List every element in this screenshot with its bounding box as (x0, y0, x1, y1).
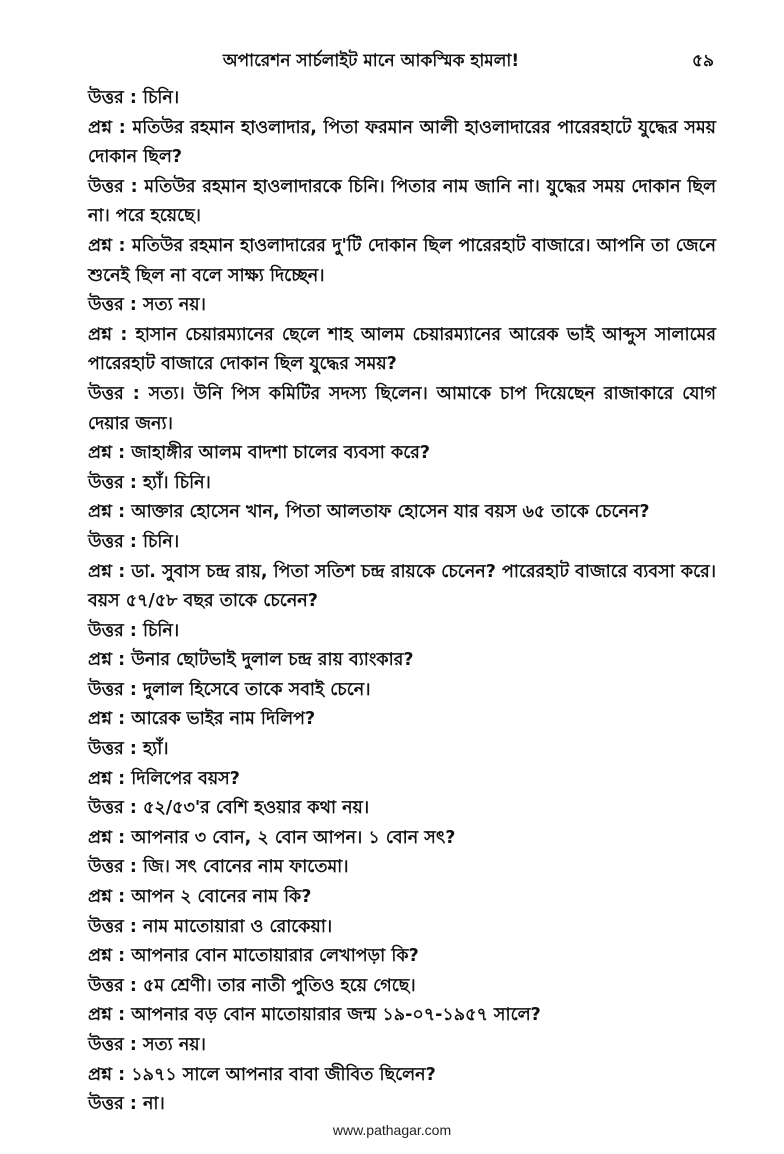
question-paragraph: প্রশ্ন : মতিউর রহমান হাওলাদারের দু'টি দোকান ছিল পারেরহাট বাজারে। আপনি তা জেনে শুনেই ছিল না বলে সাক্ষ্য দিচ্ছেন। (88, 235, 716, 286)
answer-paragraph: উত্তর : দুলাল হিসেবে তাকে সবাই চেনে। (88, 679, 371, 700)
question-paragraph: প্রশ্ন : উনার ছোটভাই দুলাল চন্দ্র রায় ব্যাংকার? (88, 650, 414, 671)
question-paragraph: প্রশ্ন : আপন ২ বোনের নাম কি? (88, 887, 312, 908)
answer-paragraph: উত্তর : জি। সৎ বোনের নাম ফাতেমা। (88, 857, 349, 878)
question-paragraph: প্রশ্ন : আপনার বোন মাতোয়ারার লেখাপড়া কি? (88, 946, 419, 967)
running-title: অপারেশন সার্চলাইট মানে আকস্মিক হামলা! (222, 51, 520, 71)
answer-paragraph: উত্তর : মতিউর রহমান হাওলাদারকে চিনি। পিতার নাম জানি না। যুদ্ধের সময় দোকান ছিল না। পরে হয়েছে। (88, 176, 716, 227)
question-paragraph: প্রশ্ন : মতিউর রহমান হাওলাদার, পিতা ফরমান আলী হাওলাদারের পারেরহাটে যুদ্ধের সময় দোকান ছিল? (88, 117, 716, 168)
answer-paragraph: উত্তর : নাম মাতোয়ারা ও রোকেয়া। (88, 916, 333, 937)
question-paragraph: প্রশ্ন : আক্তার হোসেন খান, পিতা আলতাফ হোসেন যার বয়স ৬৫ তাকে চেনেন? (88, 502, 650, 523)
page-header (88, 46, 714, 76)
answer-paragraph: উত্তর : চিনি। (88, 620, 180, 641)
answer-paragraph: উত্তর : সত্য। উনি পিস কমিটির সদস্য ছিলেন। আমাকে চাপ দিয়েছেন রাজাকারে যোগ দেয়ার জন্য। (88, 383, 716, 434)
question-paragraph: প্রশ্ন : ডা. সুবাস চন্দ্র রায়, পিতা সতিশ চন্দ্র রায়কে চেনেন? পারেরহাট বাজারে ব্যবসা করে। বয়স ৫৭/৫৮ বছর তাকে চেনেন? (88, 561, 716, 612)
question-paragraph: প্রশ্ন : ১৯৭১ সালে আপনার বাবা জীবিত ছিলেন? (88, 1064, 436, 1085)
question-paragraph: প্রশ্ন : আপনার বড় বোন মাতোয়ারার জন্ম ১৯-০৭-১৯৫৭ সালে? (88, 1005, 541, 1026)
interrogation-transcript (88, 84, 716, 1120)
answer-paragraph: উত্তর : না। (88, 1094, 165, 1115)
answer-paragraph: উত্তর : হ্যাঁ। (88, 739, 169, 760)
answer-paragraph: উত্তর : হ্যাঁ। চিনি। (88, 472, 211, 493)
question-paragraph: প্রশ্ন : হাসান চেয়ারম্যানের ছেলে শাহ আলম চেয়ারম্যানের আরেক ভাই আব্দুস সালামের পারেরহাট বাজারে দোকান ছিল যুদ্ধের সময়? (88, 324, 716, 375)
question-paragraph: প্রশ্ন : জাহাঙ্গীর আলম বাদশা চালের ব্যবসা করে? (88, 443, 431, 464)
answer-paragraph: উত্তর : সত্য নয়। (88, 1035, 206, 1055)
question-paragraph: প্রশ্ন : আপনার ৩ বোন, ২ বোন আপন। ১ বোন সৎ? (88, 827, 456, 848)
answer-paragraph: উত্তর : চিনি। (88, 88, 180, 108)
answer-paragraph: উত্তর : সত্য নয়। (88, 295, 206, 316)
question-paragraph: প্রশ্ন : আরেক ভাইর নাম দিলিপ? (88, 709, 316, 730)
page-number: ৫৯ (691, 51, 714, 71)
answer-paragraph: উত্তর : ৫২/৫৩'র বেশি হওয়ার কথা নয়। (88, 798, 370, 819)
answer-paragraph: উত্তর : চিনি। (88, 531, 180, 552)
answer-paragraph: উত্তর : ৫ম শ্রেণী। তার নাতী পুতিও হয়ে গেছে। (88, 975, 416, 996)
footer-url: www.pathagar.com (332, 1122, 452, 1138)
question-paragraph: প্রশ্ন : দিলিপের বয়স? (88, 768, 240, 789)
